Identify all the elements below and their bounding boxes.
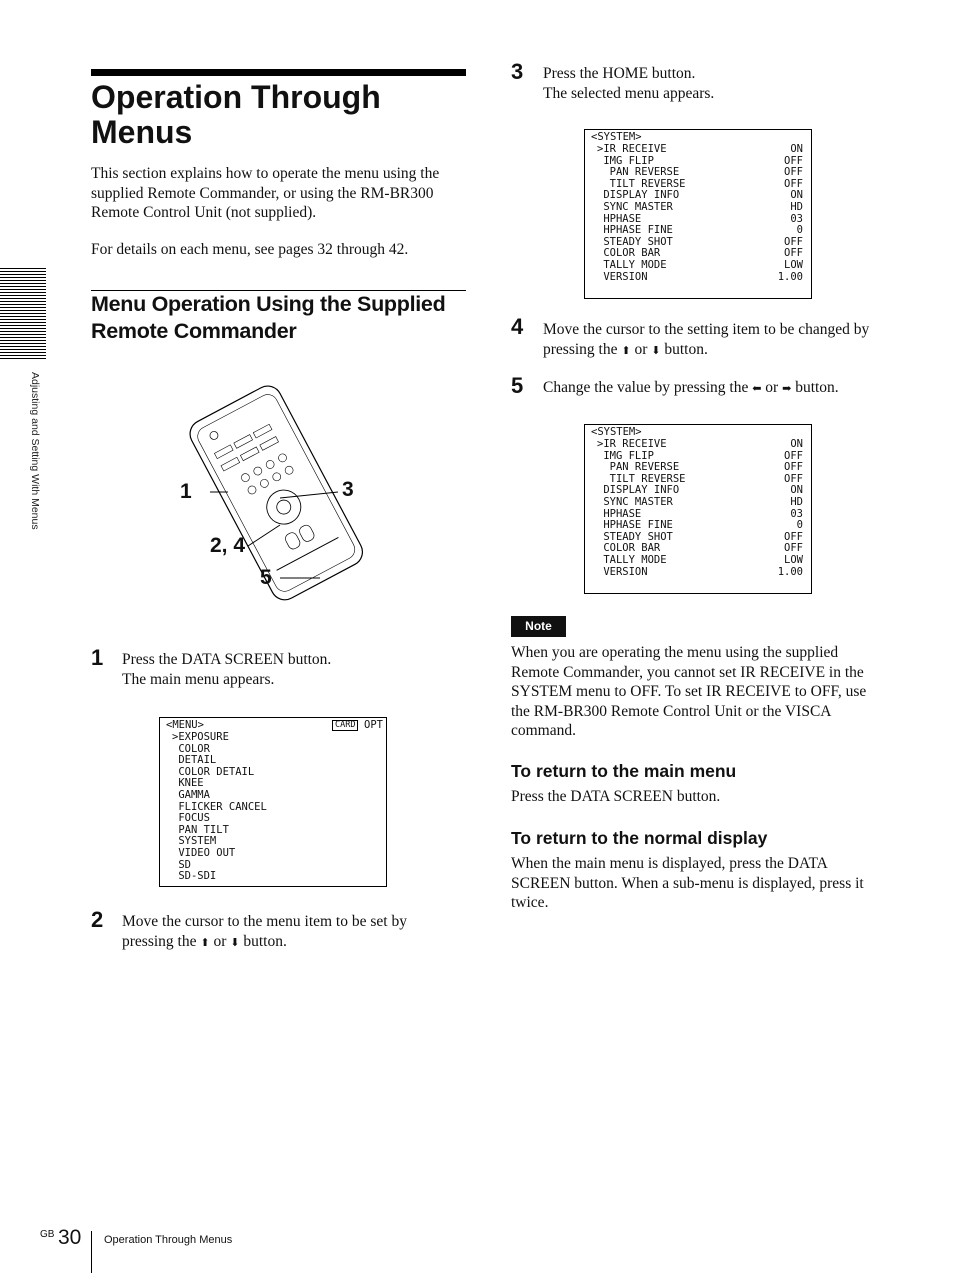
system-menu-item-label: DISPLAY INFO bbox=[597, 189, 680, 202]
system-menu-item-label: TILT REVERSE bbox=[597, 177, 686, 190]
step-2-text-after: button. bbox=[243, 932, 287, 950]
footer-gb-label: GB bbox=[40, 1229, 55, 1240]
step-1-line-2: The main menu appears. bbox=[122, 670, 275, 688]
system-menu-item-value: HD bbox=[790, 496, 803, 508]
step-1-number: 1 bbox=[91, 645, 104, 670]
system-menu-item-label: HPHASE FINE bbox=[597, 519, 673, 532]
sidebar-section-label: Adjusting and Setting With Menus bbox=[29, 372, 41, 530]
main-menu-item: SD-SDI bbox=[172, 870, 217, 883]
step-3-text bbox=[543, 64, 883, 103]
callout-2-4: 2, 4 bbox=[210, 534, 246, 557]
system-menu-item-label: VERSION bbox=[597, 565, 648, 578]
step-4-number: 4 bbox=[511, 314, 524, 339]
system-menu-item-value: OFF bbox=[784, 449, 803, 462]
step-5-text-before: Change the value by pressing the bbox=[543, 379, 749, 396]
system-menu-item-label: >IR RECEIVE bbox=[597, 438, 667, 450]
system-menu-item-value: OFF bbox=[784, 461, 803, 474]
system-menu-item-label: STEADY SHOT bbox=[597, 530, 673, 543]
step-5-or: or bbox=[765, 379, 779, 396]
system-menu-screen-2 bbox=[584, 424, 812, 594]
system-menu-item-label: PAN REVERSE bbox=[597, 461, 680, 474]
system-menu-item-value: OFF bbox=[784, 247, 803, 260]
system-menu-item-label: COLOR BAR bbox=[597, 247, 661, 260]
return-normal-heading: To return to the normal display bbox=[511, 828, 768, 848]
callout-5: 5 bbox=[260, 566, 272, 589]
system-menu-item-label: >IR RECEIVE bbox=[597, 143, 667, 155]
system-menu-item-value: ON bbox=[790, 189, 803, 202]
step-2-number: 2 bbox=[91, 907, 104, 932]
step-4-text-after: button. bbox=[664, 340, 708, 358]
system-menu-item-value: ON bbox=[790, 143, 803, 155]
system-menu-item-label: HPHASE FINE bbox=[597, 224, 673, 237]
down-arrow-icon: ⬇ bbox=[651, 344, 661, 357]
system-menu-item-value: HD bbox=[790, 201, 803, 213]
main-menu-item: VIDEO OUT bbox=[172, 847, 236, 859]
system-menu-item-label: STEADY SHOT bbox=[597, 235, 673, 248]
system-menu-screen-1 bbox=[584, 129, 812, 299]
note-badge: Note bbox=[511, 616, 566, 637]
system-menu-item-label: SYNC MASTER bbox=[597, 201, 673, 213]
main-menu-item: PAN TILT bbox=[172, 823, 229, 836]
system-menu-item-label: HPHASE bbox=[597, 212, 642, 225]
page-number: 30 bbox=[58, 1226, 82, 1249]
intro-paragraph: This section explains how to operate the menu using the supplied Remote Commander, or using the RM-BR300 Remote Control Unit (not supplied). bbox=[91, 165, 440, 221]
system-menu-item-value: OFF bbox=[784, 530, 803, 543]
system-menu-item-label: TILT REVERSE bbox=[597, 472, 686, 485]
main-menu-item: FLICKER CANCEL bbox=[172, 800, 267, 813]
main-menu-item: COLOR DETAIL bbox=[172, 765, 255, 778]
card-indicator: CARD bbox=[332, 720, 358, 731]
note-text: When you are operating the menu using the supplied Remote Commander, you cannot set IR RECEIVE in the SYSTEM menu to OFF. To set IR RECEIVE to OFF, use the RM-BR300 Remote Control Unit or the VISCA command. bbox=[511, 644, 867, 739]
step-4-text-before: Move the cursor to the setting item to be changed by pressing the bbox=[543, 321, 870, 358]
system-menu-1-header: <SYSTEM> bbox=[591, 131, 642, 143]
system-menu-item-value: 1.00 bbox=[777, 270, 803, 283]
step-3-line-2: The selected menu appears. bbox=[543, 84, 715, 102]
step-2-or: or bbox=[213, 932, 227, 950]
step-5-text-after: button. bbox=[795, 379, 839, 396]
step-2-text-before: Move the cursor to the menu item to be set by pressing the bbox=[122, 913, 407, 950]
system-menu-item-value: 03 bbox=[790, 212, 803, 225]
main-menu-item: KNEE bbox=[172, 777, 204, 790]
step-4-text bbox=[543, 320, 888, 361]
main-menu-item: COLOR bbox=[172, 742, 210, 755]
step-5-number: 5 bbox=[511, 373, 524, 398]
system-menu-item-value: 1.00 bbox=[777, 565, 803, 578]
system-menu-item-value: OFF bbox=[784, 154, 803, 167]
system-menu-2-header: <SYSTEM> bbox=[591, 426, 642, 438]
system-menu-item-value: OFF bbox=[784, 472, 803, 485]
main-menu-item: SYSTEM bbox=[172, 835, 217, 848]
remote-commander-figure bbox=[150, 380, 410, 620]
system-menu-item-value: ON bbox=[790, 438, 803, 450]
system-menu-item-label: HPHASE bbox=[597, 507, 642, 520]
system-menu-item-label: SYNC MASTER bbox=[597, 496, 673, 508]
main-menu-item: SD bbox=[172, 858, 191, 871]
callout-1: 1 bbox=[180, 480, 192, 503]
step-1-line-1: Press the DATA SCREEN button. bbox=[122, 651, 332, 668]
system-menu-item-value: ON bbox=[790, 484, 803, 497]
system-menu-item-value: 0 bbox=[796, 519, 803, 532]
system-menu-item-value: 0 bbox=[796, 224, 803, 237]
system-menu-item-value: OFF bbox=[784, 542, 803, 555]
main-menu-item: GAMMA bbox=[172, 789, 210, 801]
step-4-or: or bbox=[634, 340, 648, 358]
footer-rule bbox=[91, 1231, 92, 1273]
main-menu-header: <MENU> bbox=[166, 719, 204, 731]
step-1-text bbox=[122, 650, 462, 689]
main-menu-item: FOCUS bbox=[172, 812, 210, 825]
step-3-line-1: Press the HOME button. bbox=[543, 65, 696, 82]
details-paragraph: For details on each menu, see pages 32 through 42. bbox=[91, 241, 409, 258]
main-menu-item: DETAIL bbox=[172, 754, 217, 767]
system-menu-item-label: COLOR BAR bbox=[597, 542, 661, 555]
system-menu-item-value: OFF bbox=[784, 177, 803, 190]
step-5-text bbox=[543, 378, 888, 400]
system-menu-item-value: LOW bbox=[784, 259, 803, 271]
sidebar-tab-marker bbox=[0, 268, 46, 360]
section-subheading: Menu Operation Using the Supplied Remote Commander bbox=[91, 292, 446, 343]
system-menu-item-label: IMG FLIP bbox=[597, 154, 654, 167]
callout-3: 3 bbox=[342, 478, 354, 501]
up-arrow-icon: ⬆ bbox=[200, 936, 210, 949]
main-menu-screen bbox=[159, 717, 387, 887]
step-3-number: 3 bbox=[511, 59, 524, 84]
system-menu-item-value: OFF bbox=[784, 166, 803, 179]
system-menu-item-value: 03 bbox=[790, 507, 803, 520]
system-menu-item-label: TALLY MODE bbox=[597, 259, 667, 271]
title-rule bbox=[91, 69, 466, 76]
return-normal-text: When the main menu is displayed, press the DATA SCREEN button. When a sub-menu is displayed, press it twice. bbox=[511, 855, 864, 911]
opt-indicator: OPT bbox=[364, 719, 383, 731]
main-menu-item: >EXPOSURE bbox=[172, 731, 229, 743]
page-title: Operation Through Menus bbox=[91, 79, 381, 150]
system-menu-item-label: PAN REVERSE bbox=[597, 166, 680, 179]
left-arrow-icon: ⬅ bbox=[752, 383, 762, 395]
right-arrow-icon: ➡ bbox=[782, 383, 792, 395]
system-menu-item-label: IMG FLIP bbox=[597, 449, 654, 462]
system-menu-item-value: OFF bbox=[784, 235, 803, 248]
footer-title: Operation Through Menus bbox=[104, 1234, 233, 1246]
up-arrow-icon: ⬆ bbox=[621, 344, 631, 357]
step-2-text bbox=[122, 912, 452, 953]
system-menu-item-label: DISPLAY INFO bbox=[597, 484, 680, 497]
down-arrow-icon: ⬇ bbox=[230, 936, 240, 949]
return-main-heading: To return to the main menu bbox=[511, 761, 737, 781]
system-menu-item-value: LOW bbox=[784, 554, 803, 566]
return-main-text: Press the DATA SCREEN button. bbox=[511, 788, 721, 805]
system-menu-item-label: TALLY MODE bbox=[597, 554, 667, 566]
system-menu-item-label: VERSION bbox=[597, 270, 648, 283]
